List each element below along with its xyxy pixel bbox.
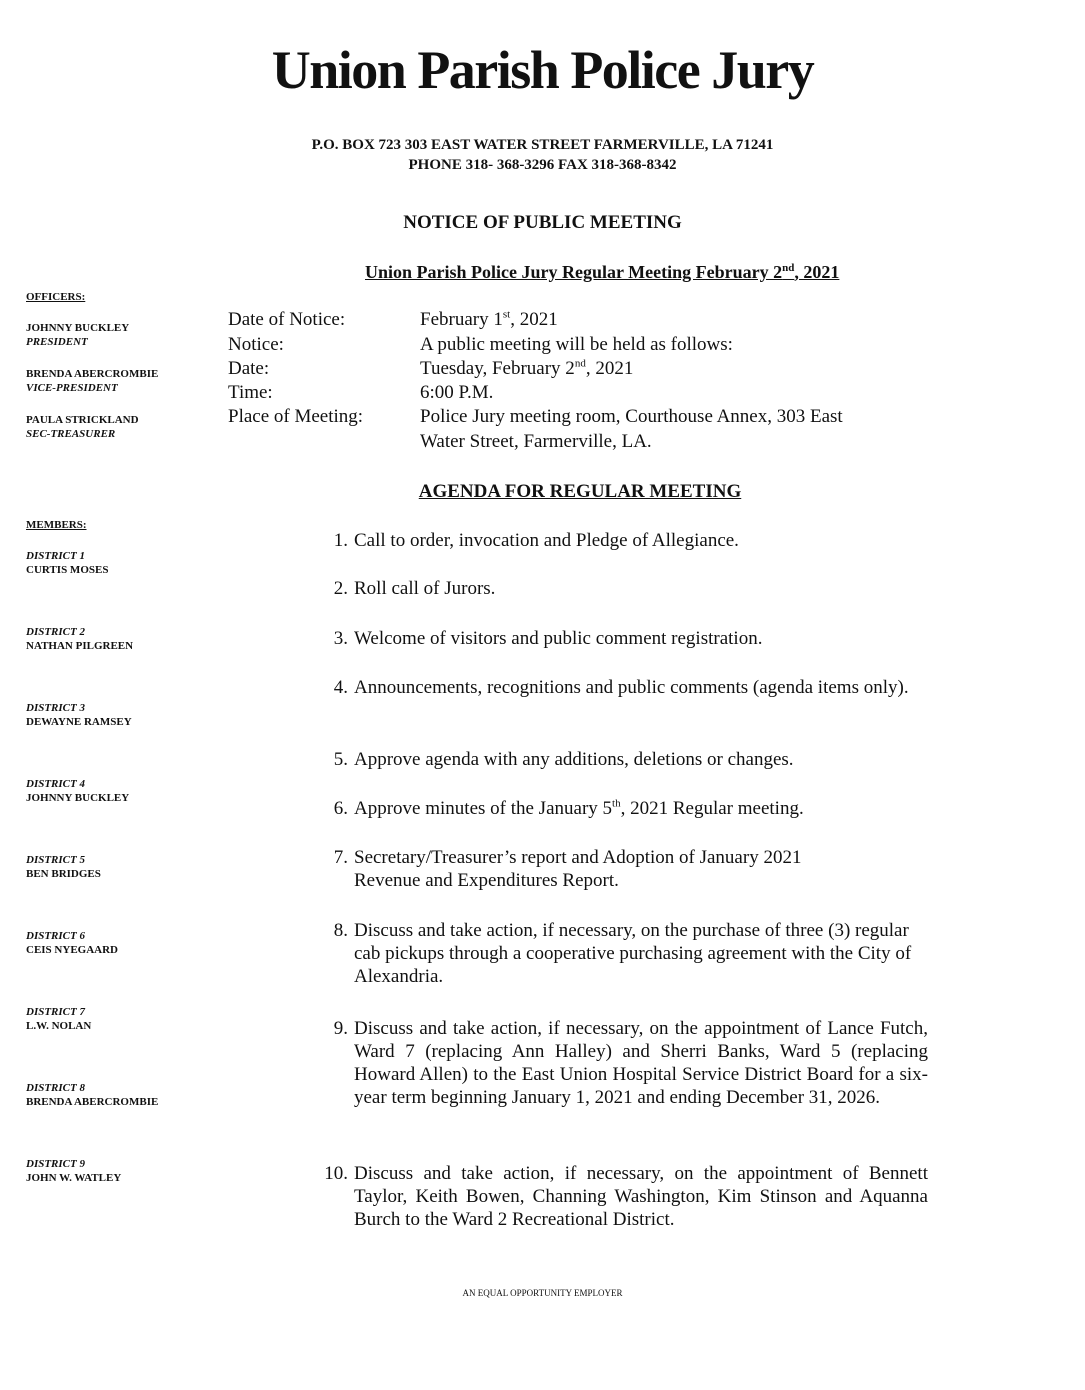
address-line: P.O. BOX 723 303 EAST WATER STREET FARMERVILLE, LA 71241 <box>311 137 774 153</box>
agenda-item-1: 1. Call to order, invocation and Pledge of Allegiance. <box>333 530 739 551</box>
place-value-line-1: Police Jury meeting room, Courthouse Annex, 303 East <box>420 406 843 427</box>
notice-label: Notice: <box>228 334 284 355</box>
agenda-item-7: 7. Secretary/Treasurer’s report and Adoption of January 2021 Revenue and Expenditures Report. <box>333 847 802 891</box>
officer-vice-president: BRENDA ABERCROMBIE VICE-PRESIDENT <box>26 368 159 394</box>
member-district-5: DISTRICT 5 BEN BRIDGES <box>26 854 101 880</box>
member-district-3: DISTRICT 3 DEWAYNE RAMSEY <box>26 702 132 728</box>
footer-eoe: AN EQUAL OPPORTUNITY EMPLOYER <box>462 1288 623 1298</box>
agenda-item-9: 9. Discuss and take action, if necessary, on the appointment of Lance Futch, Ward 7 (replacing Ann Halley) and Sherri Banks, Ward 5 (replacing Howard Allen) to the East Union Hospital Service District Board for a six-year term beginning January 1, 2021 and ending December 31, 2026. <box>333 1018 928 1108</box>
org-title: Union Parish Police Jury <box>271 40 814 100</box>
agenda-item-3: 3. Welcome of visitors and public comment registration. <box>333 628 763 649</box>
place-value-line-2: Water Street, Farmerville, LA. <box>420 431 652 452</box>
place-label: Place of Meeting: <box>228 406 364 427</box>
date-of-notice-label: Date of Notice: <box>228 309 346 330</box>
members-heading: MEMBERS: <box>26 519 87 531</box>
agenda-item-8: 8. Discuss and take action, if necessary, on the purchase of three (3) regular cab pickups through a cooperative purchasing agreement with the City of Alexandria. <box>333 920 912 987</box>
date-of-notice-value: February 1st, 2021 <box>420 308 558 330</box>
officer-sec-treasurer: PAULA STRICKLAND SEC-TREASURER <box>26 414 139 440</box>
member-district-7: DISTRICT 7 L.W. NOLAN <box>26 1006 92 1032</box>
member-district-9: DISTRICT 9 JOHN W. WATLEY <box>26 1158 122 1184</box>
phone-line: PHONE 318- 368-3296 FAX 318-368-8342 <box>408 157 677 173</box>
notice-title: NOTICE OF PUBLIC MEETING <box>403 212 682 233</box>
date-label: Date: <box>228 358 270 379</box>
notice-value: A public meeting will be held as follows: <box>420 334 733 355</box>
agenda-item-5: 5. Approve agenda with any additions, deletions or changes. <box>333 749 794 770</box>
agenda-item-10: 10. Discuss and take action, if necessary, on the appointment of Bennett Taylor, Keith Bowen, Channing Washington, Kim Stinson and Aquanna Burch to the Ward 2 Recreational District. <box>324 1163 928 1230</box>
agenda-title: AGENDA FOR REGULAR MEETING <box>418 481 742 502</box>
agenda-item-6: 6. Approve minutes of the January 5th, 2021 Regular meeting. <box>333 797 804 819</box>
member-district-6: DISTRICT 6 CEIS NYEGAARD <box>26 930 118 956</box>
member-district-4: DISTRICT 4 JOHNNY BUCKLEY <box>26 778 130 804</box>
date-value: Tuesday, February 2nd, 2021 <box>420 357 634 379</box>
member-district-8: DISTRICT 8 BRENDA ABERCROMBIE <box>26 1082 159 1108</box>
officer-president: JOHNNY BUCKLEY PRESIDENT <box>26 322 130 348</box>
agenda-item-4: 4. Announcements, recognitions and public comments (agenda items only). <box>333 677 909 698</box>
meeting-title: Union Parish Police Jury Regular Meeting February 2nd, 2021 <box>365 262 840 282</box>
time-label: Time: <box>228 382 273 403</box>
member-district-2: DISTRICT 2 NATHAN PILGREEN <box>26 626 134 652</box>
time-value: 6:00 P.M. <box>420 382 494 403</box>
agenda-item-2: 2. Roll call of Jurors. <box>333 578 496 599</box>
member-district-1: DISTRICT 1 CURTIS MOSES <box>26 550 109 576</box>
officers-heading: OFFICERS: <box>26 291 86 303</box>
